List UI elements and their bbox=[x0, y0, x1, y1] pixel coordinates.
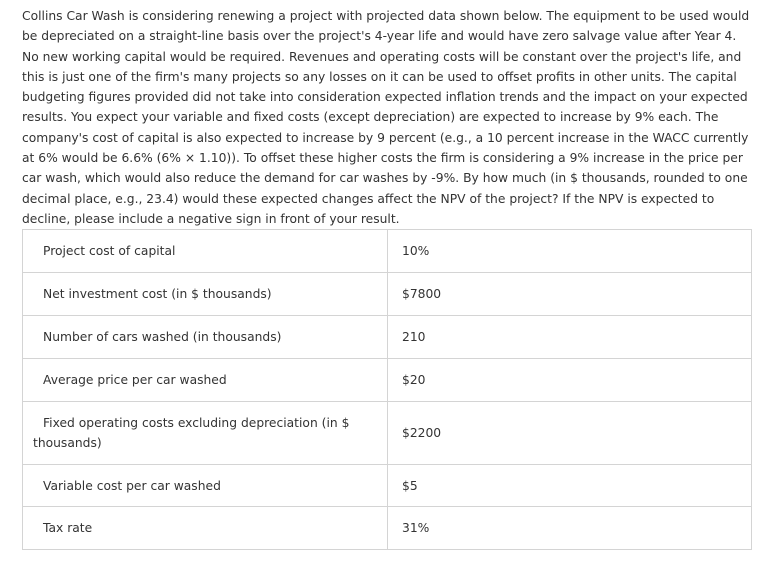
table-row bbox=[23, 465, 752, 507]
table-row bbox=[23, 230, 752, 273]
row-value: $7800 bbox=[388, 273, 752, 316]
table-row bbox=[23, 316, 752, 359]
row-value: 10% bbox=[388, 230, 752, 273]
project-data-table bbox=[22, 229, 752, 550]
row-label: Project cost of capital bbox=[23, 230, 388, 273]
question-text: Collins Car Wash is considering renewing a project with projected data shown below. The equipment to be used would be depreciated on a straight-line basis over the project's 4-year life and would have zero salvage value after Year 4. No new working capital would be required. Revenues and operating costs will be constant over the project's life, and this is just one of the firm's many projects so any losses on it can be used to offset profits in other units. The capital budgeting figures provided did not take into consideration expected inflation trends and the impact on your expected results. You expect your variable and fixed costs (except depreciation) are expected to increase by 9% each. The company's cost of capital is also expected to increase by 9 percent (e.g., a 10 percent increase in the WACC currently at 6% would be 6.6% (6% × 1.10)). To offset these higher costs the firm is considering a 9% increase in the price per car wash, which would also reduce the demand for car washes by -9%. By how much (in $ thousands, rounded to one decimal place, e.g., 23.4) would these expected changes affect the NPV of the project? If the NPV is expected to decline, please include a negative sign in front of your result. bbox=[22, 9, 750, 226]
row-label: Net investment cost (in $ thousands) bbox=[23, 273, 388, 316]
row-value: $5 bbox=[388, 465, 752, 507]
row-label: Number of cars washed (in thousands) bbox=[23, 316, 388, 359]
row-label: Tax rate bbox=[23, 507, 388, 550]
table-row bbox=[23, 273, 752, 316]
row-label-text: Fixed operating costs excluding depreciation (in $ thousands) bbox=[33, 416, 350, 450]
row-value: $2200 bbox=[388, 402, 752, 465]
row-label: Average price per car washed bbox=[23, 359, 388, 402]
table-row bbox=[23, 359, 752, 402]
row-value: 31% bbox=[388, 507, 752, 550]
table-row bbox=[23, 402, 752, 465]
row-value: $20 bbox=[388, 359, 752, 402]
table-row bbox=[23, 507, 752, 550]
row-value: 210 bbox=[388, 316, 752, 359]
row-label bbox=[23, 402, 388, 465]
row-label: Variable cost per car washed bbox=[23, 465, 388, 507]
